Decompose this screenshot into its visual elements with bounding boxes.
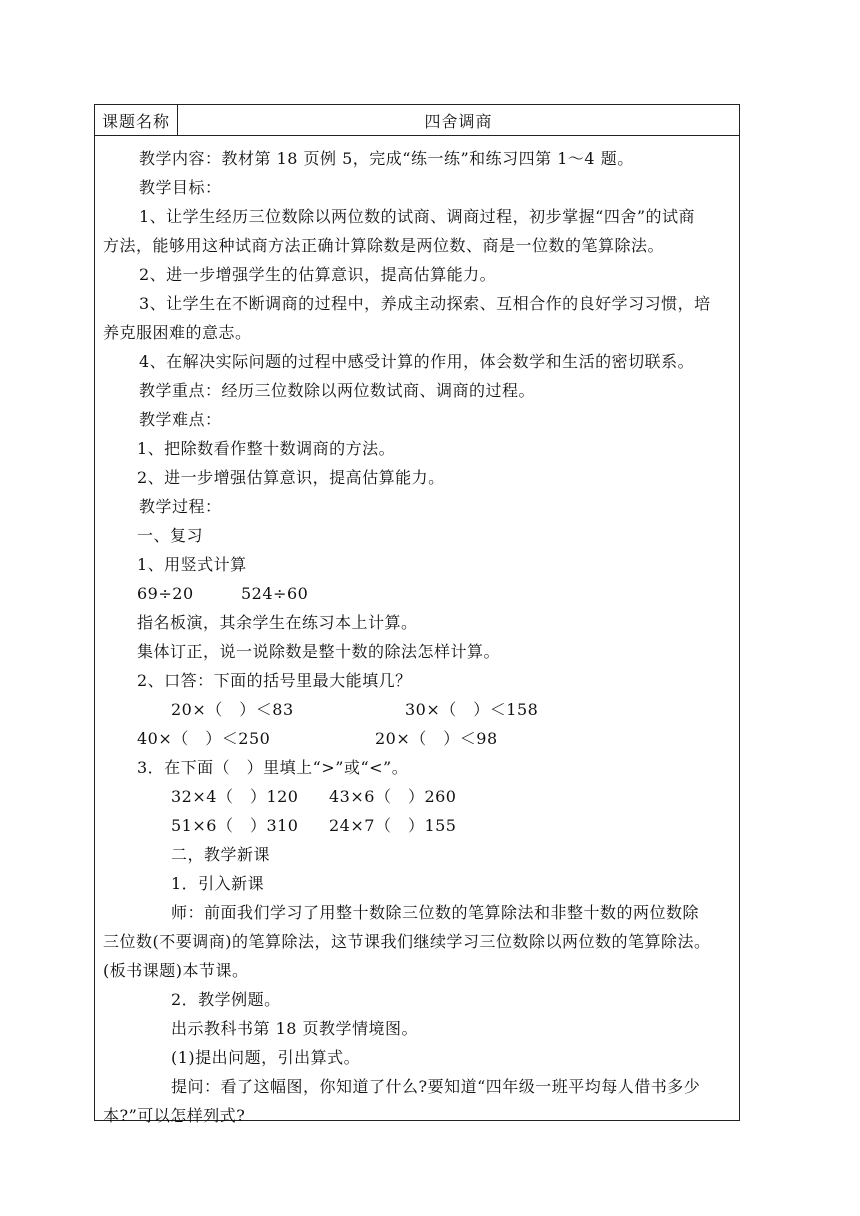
teaching-content: 教学内容：教材第 18 页例 5，完成“练一练”和练习四第 1～4 题。 (139, 149, 634, 168)
objectives-heading: 教学目标： (139, 178, 222, 197)
section-review: 一、复习 (137, 526, 204, 545)
key-points: 教学重点：经历三位数除以两位数试商、调商的过程。 (139, 381, 536, 400)
oral-expr-2: 30×（ ）＜158 (405, 700, 539, 719)
oral-expr-1: 20×（ ）＜83 (171, 700, 294, 719)
lesson-title: 四舍调商 (424, 111, 493, 131)
difficulty-2: 2、进一步增强估算意识，提高估算能力。 (137, 468, 445, 487)
objective-3-line-2: 养克服困难的意志。 (103, 323, 252, 342)
header-row (95, 105, 739, 136)
objective-1-line-1: 1、让学生经历三位数除以两位数的试商、调商过程，初步掌握“四舍”的试商 (139, 207, 696, 226)
example-heading: 2．教学例题。 (171, 990, 281, 1009)
question-line-1: 提问：看了这幅图，你知道了什么?要知道“四年级一班平均每人借书多少 (171, 1077, 701, 1096)
compare-expr-4: 24×7（ ）155 (329, 816, 457, 835)
compare-expr-1: 32×4（ ）120 (171, 787, 299, 806)
lesson-plan-table (94, 104, 740, 1125)
section-new-lesson: 二，教学新课 (171, 845, 271, 864)
compare-expr-2: 43×6（ ）260 (329, 787, 457, 806)
process-heading: 教学过程： (139, 497, 222, 516)
oral-expr-4: 20×（ ）＜98 (375, 729, 498, 748)
intro-new-lesson: 1．引入新课 (171, 874, 265, 893)
objective-1-line-2: 方法，能够用这种试商方法正确计算除数是两位数、商是一位数的笔算除法。 (103, 236, 665, 255)
teacher-intro-line-2: 三位数(不要调商)的笔算除法，这节课我们继续学习三位数除以两位数的笔算除法。 (103, 932, 711, 951)
header-label: 课题名称 (95, 105, 178, 135)
pose-question: (1)提出问题，引出算式。 (171, 1048, 361, 1067)
objective-4: 4、在解决实际问题的过程中感受计算的作用，体会数学和生活的密切联系。 (139, 352, 695, 371)
difficulties-heading: 教学难点： (139, 410, 222, 429)
oral-answer: 2、口答：下面的括号里最大能填几？ (137, 671, 412, 690)
calc-expr-1: 69÷20 (137, 584, 194, 603)
objective-2: 2、进一步增强学生的估算意识，提高估算能力。 (139, 265, 497, 284)
board-practice: 指名板演，其余学生在练习本上计算。 (137, 613, 418, 632)
show-scene: 出示教科书第 18 页教学情境图。 (171, 1019, 419, 1038)
teacher-intro-line-1: 师：前面我们学习了用整十数除三位数的笔算除法和非整十数的两位数除 (171, 903, 700, 922)
question-line-2: 本?”可以怎样列式? (103, 1106, 246, 1125)
objective-3-line-1: 3、让学生在不断调商的过程中，养成主动探索、互相合作的良好学习习惯，培 (139, 294, 711, 313)
calc-expr-2: 524÷60 (241, 584, 309, 603)
compare-instruction: 3．在下面（ ）里填上“>”或“<”。 (137, 758, 409, 777)
group-correction: 集体订正，说一说除数是整十数的除法怎样计算。 (137, 642, 501, 661)
teacher-intro-line-3: (板书课题)本节课。 (103, 961, 249, 980)
oral-expr-3: 40×（ ）＜250 (137, 729, 271, 748)
difficulty-1: 1、把除数看作整十数调商的方法。 (137, 439, 396, 458)
review-item-1: 1、用竖式计算 (137, 555, 247, 574)
compare-expr-3: 51×6（ ）310 (171, 816, 299, 835)
